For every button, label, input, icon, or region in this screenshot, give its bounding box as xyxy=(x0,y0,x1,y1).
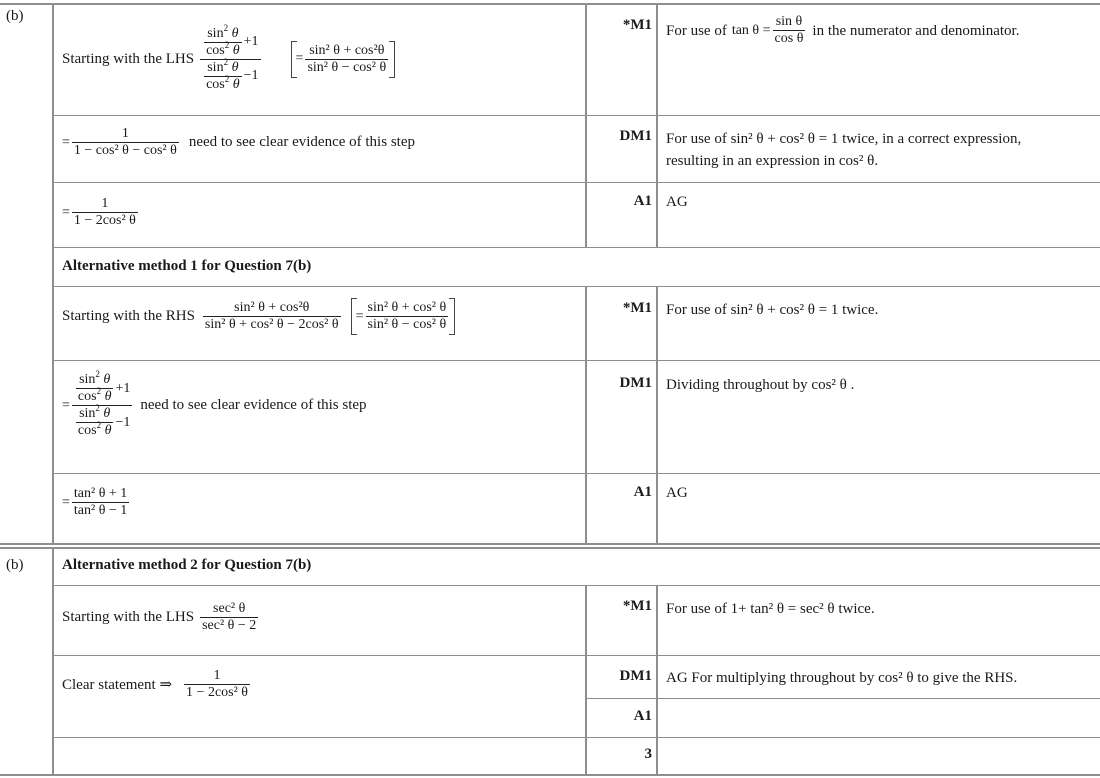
rule xyxy=(53,360,1100,361)
rule xyxy=(53,286,1100,287)
mark-label: A1 xyxy=(633,708,652,724)
guidance-text: For use of xyxy=(666,22,727,39)
main-step-2 xyxy=(62,126,415,159)
math-text: cos xyxy=(206,42,225,58)
math-text: 1 − cos² θ − cos² θ xyxy=(73,143,177,158)
guidance-note: AG xyxy=(666,194,688,210)
math-text: tan² θ − 1 xyxy=(73,503,128,518)
math-text: 1 − 2cos² θ xyxy=(73,213,136,228)
math-text: = xyxy=(62,134,70,150)
mark-label: *M1 xyxy=(622,598,652,614)
alt1-step-3 xyxy=(62,486,131,519)
alt2-step-1 xyxy=(62,601,260,634)
bracketed-equivalent xyxy=(351,298,456,335)
rule xyxy=(53,655,1100,656)
math-text: = xyxy=(355,308,364,324)
rule xyxy=(53,115,1100,116)
section-heading: Alternative method 2 for Question 7(b) xyxy=(62,557,312,573)
math-text: cos xyxy=(77,389,97,404)
math-text: = xyxy=(295,51,304,66)
main-step-3 xyxy=(62,196,140,229)
guidance-note xyxy=(666,14,1019,47)
math-text: +1 xyxy=(115,380,131,396)
alt1-step-2: = $\frac{\sin^2 \theta}{\cos^2 \theta}$ +1 $\frac{\sin^2 \theta}{\cos^2 \theta}$ −1 need to see clear evidence of this step xyxy=(62,369,367,438)
guidance-text: For use of sin² θ + cos² θ = 1 twice, in a correct expression, xyxy=(666,131,1022,147)
bracketed-equivalent xyxy=(291,41,396,78)
col-divider-part xyxy=(52,547,54,775)
rule-bottom xyxy=(0,774,1100,776)
guidance-note: Dividing throughout by cos² θ . xyxy=(666,377,855,393)
math-text: sin² θ − cos² θ xyxy=(307,59,387,75)
math-text: −1 xyxy=(243,68,259,83)
guidance-text: resulting in an expression in cos² θ. xyxy=(666,153,879,169)
section-heading: Alternative method 1 for Question 7(b) xyxy=(62,258,312,274)
col-divider-part xyxy=(52,3,54,544)
col-divider-mark xyxy=(585,585,587,775)
math-text: −1 xyxy=(115,414,131,430)
step-prefix: Starting with the LHS xyxy=(62,609,195,625)
col-divider-guidance xyxy=(656,585,658,775)
math-text: 1 xyxy=(101,196,109,211)
math-text: sec² θ − 2 xyxy=(202,618,257,633)
guidance-note: For use of sin² θ + cos² θ = 1 twice. xyxy=(666,302,879,318)
alt1-step-1 xyxy=(62,298,455,335)
rule xyxy=(53,737,1100,738)
rule-top xyxy=(0,3,1100,5)
step-note: need to see clear evidence of this step xyxy=(140,397,367,413)
mark-label: *M1 xyxy=(622,300,652,316)
guidance-note xyxy=(666,128,1021,172)
rule xyxy=(53,473,1100,474)
rule xyxy=(586,698,1100,699)
math-text: sin xyxy=(79,372,96,387)
math-text: = xyxy=(62,494,70,510)
math-text: 1 − 2cos² θ xyxy=(186,685,249,700)
math-text: sin xyxy=(207,25,224,41)
math-text: +1 xyxy=(243,34,259,49)
rule-double-b xyxy=(0,547,1100,549)
math-text: 1 xyxy=(213,668,221,683)
part-label: (b) xyxy=(6,557,24,573)
step-prefix: Starting with the RHS xyxy=(62,308,195,324)
guidance-text: in the numerator and denominator. xyxy=(812,22,1020,39)
math-text: cos xyxy=(206,76,225,92)
col-divider-guidance xyxy=(656,3,658,248)
math-text: = xyxy=(62,204,70,220)
math-text: sin² θ + cos²θ xyxy=(234,300,310,315)
math-text: sin xyxy=(79,406,96,421)
compound-fraction: $\frac{\sin^2 \theta}{\cos^2 \theta}$ +1 $\frac{\sin^2 \theta}{\cos^2 \theta}$ −1 xyxy=(198,26,262,93)
math-text: sec² θ xyxy=(213,601,246,616)
math-text: cos θ xyxy=(774,31,804,46)
math-text: sin² θ + cos² θ − 2cos² θ xyxy=(204,317,339,332)
mark-label: DM1 xyxy=(619,375,652,391)
math-text: tan θ = xyxy=(731,22,771,38)
math-text: cos xyxy=(77,423,97,438)
step-prefix: Clear statement ⇒ xyxy=(62,677,173,693)
math-text: tan² θ + 1 xyxy=(73,486,128,501)
mark-label: DM1 xyxy=(619,128,652,144)
alt2-step-2 xyxy=(62,668,252,701)
col-divider-guidance xyxy=(656,286,658,544)
mark-total: 3 xyxy=(644,746,652,762)
guidance-note: AG For multiplying throughout by cos² θ to give the RHS. xyxy=(666,670,1018,686)
mark-label: A1 xyxy=(633,193,652,209)
math-text: sin² θ − cos² θ xyxy=(367,317,447,332)
mark-label: A1 xyxy=(633,484,652,500)
main-step-1 xyxy=(62,14,395,104)
rule xyxy=(53,585,1100,586)
math-text: 1 xyxy=(121,126,129,141)
part-label: (b) xyxy=(6,8,24,24)
guidance-note: For use of 1+ tan² θ = sec² θ twice. xyxy=(666,601,875,617)
mark-label: DM1 xyxy=(619,668,652,684)
step-note: need to see clear evidence of this step xyxy=(188,134,415,150)
rule-double-a xyxy=(0,543,1100,545)
rule xyxy=(53,182,1100,183)
math-text: sin² θ + cos²θ xyxy=(309,42,385,58)
math-text: = xyxy=(62,397,70,413)
step-prefix: Starting with the LHS xyxy=(62,50,195,67)
mark-label: *M1 xyxy=(622,17,652,33)
col-divider-mark xyxy=(585,3,587,248)
math-text: sin xyxy=(207,59,224,75)
rule xyxy=(53,247,1100,248)
guidance-note: AG xyxy=(666,485,688,501)
col-divider-mark xyxy=(585,286,587,544)
math-text: sin θ xyxy=(775,14,803,29)
math-text: sin² θ + cos² θ xyxy=(367,300,447,315)
